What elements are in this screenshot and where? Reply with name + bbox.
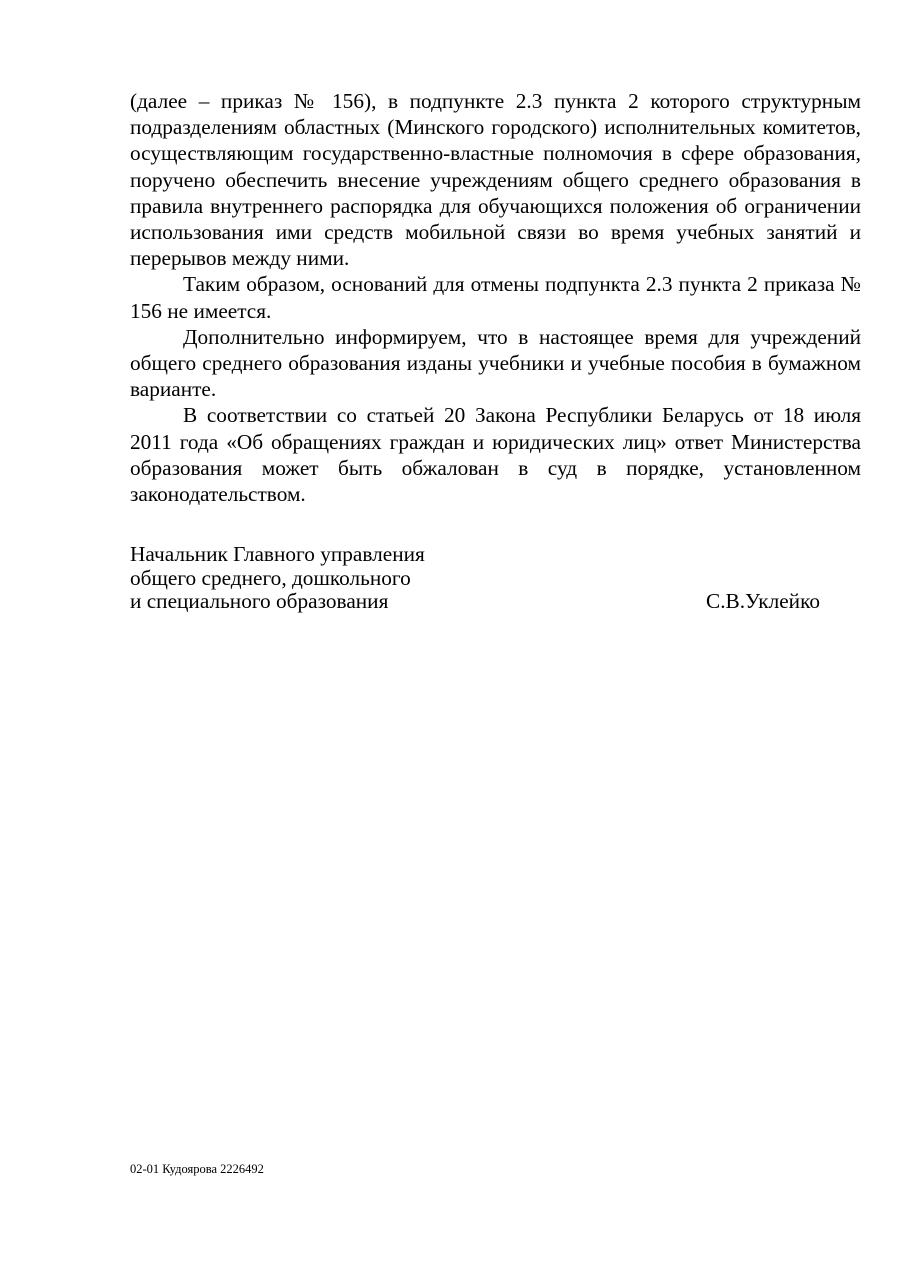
signatory-name: С.В.Уклейко bbox=[705, 589, 820, 613]
letter-body bbox=[130, 88, 861, 507]
paragraph-conclusion: Таким образом, оснований для отмены подпункта 2.3 пункта 2 приказа № 156 не имеется. bbox=[130, 272, 861, 323]
signatory-position-line-2: общего среднего, дошкольного bbox=[130, 565, 411, 590]
signatory-position-line-1: Начальник Главного управления bbox=[130, 542, 425, 566]
paragraph-appeal-rights: В соответствии со статьей 20 Закона Республики Беларусь от 18 июля 2011 года «Об обращениях граждан и юридических лиц» ответ Министерства образования может быть обжалован в суд в порядке, установленном законодательством. bbox=[130, 403, 861, 507]
paragraph-continuation: (далее – приказ № 156), в подпункте 2.3 пункта 2 которого структурным подразделениям областных (Минского городского) исполнительных комитетов, осуществляющим государственно-властные полномочия в сфере образования, поручено обеспечить внесение учреждениям общего среднего образования в правила внутреннего распорядка для обучающихся положения об ограничении использования ими средств мобильной связи во время учебных занятий и перерывов между ними. bbox=[130, 89, 861, 271]
signature-block bbox=[130, 543, 820, 614]
signatory-position-line-3: и специального образования bbox=[130, 589, 389, 613]
paragraph-additional-info: Дополнительно информируем, что в настоящее время для учреждений общего среднего образования изданы учебники и учебные пособия в бумажном варианте. bbox=[130, 324, 861, 402]
executor-note: 02-01 Кудоярова 2226492 bbox=[130, 1162, 264, 1176]
signature-last-line bbox=[130, 590, 820, 614]
